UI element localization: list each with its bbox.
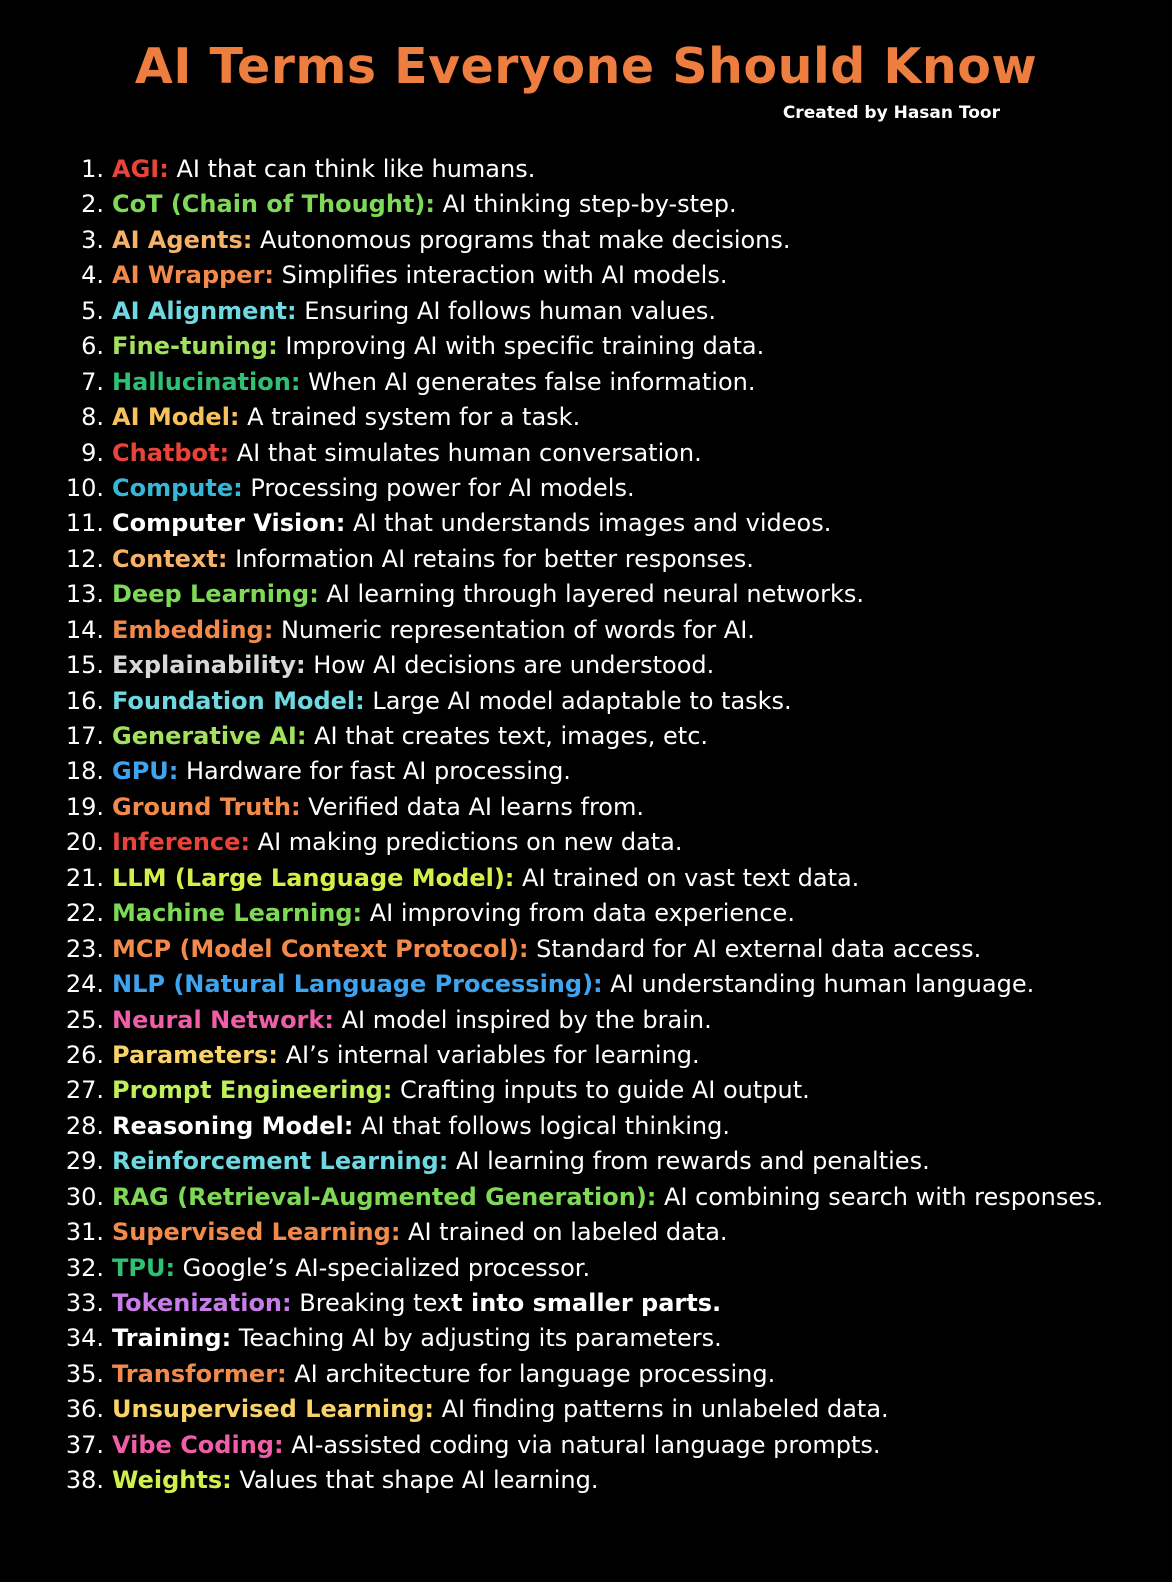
term-item: [0, 258, 1172, 293]
term-item: [0, 1180, 1172, 1215]
term-number: 13.: [65, 580, 104, 609]
author-credit: Created by Hasan Toor: [782, 103, 1000, 123]
term-name: Tokenization:: [112, 1289, 292, 1317]
term-definition: How AI decisions are understood.: [305, 651, 715, 680]
term-number: 31.: [65, 1218, 104, 1247]
term-item: [0, 1428, 1172, 1463]
term-name: Generative AI:: [112, 722, 307, 750]
term-item: [0, 329, 1172, 364]
term-item: [0, 1038, 1172, 1073]
term-item: [0, 1321, 1172, 1356]
term-number: 35.: [65, 1359, 104, 1388]
term-name: NLP (Natural Language Processing):: [112, 970, 603, 999]
term-number: 37.: [65, 1430, 104, 1459]
term-item: [0, 1109, 1172, 1144]
term-definition: Simplifies interaction with AI models.: [274, 261, 728, 290]
term-number: 4.: [81, 261, 104, 290]
term-name: Embedding:: [112, 615, 274, 644]
term-definition: AI improving from data experience.: [362, 899, 795, 928]
term-definition: Values that shape AI learning.: [231, 1466, 599, 1495]
term-item: [0, 1144, 1172, 1179]
term-name: AI Wrapper:: [112, 261, 275, 290]
term-name: RAG (Retrieval-Augmented Generation):: [112, 1182, 657, 1211]
term-definition: AI’s internal variables for learning.: [277, 1040, 700, 1069]
term-definition: AI that can think like humans.: [168, 155, 536, 183]
term-definition: AI-assisted coding via natural language prompts.: [283, 1430, 881, 1459]
term-number: 7.: [81, 367, 104, 396]
term-item: [0, 1251, 1172, 1286]
term-name: MCP (Model Context Protocol):: [112, 934, 529, 963]
term-definition: AI combining search with responses.: [656, 1182, 1104, 1211]
term-item: [0, 542, 1172, 577]
term-definition: Autonomous programs that make decisions.: [252, 225, 791, 254]
term-item: [0, 932, 1172, 967]
term-definition: AI that understands images and videos.: [345, 509, 832, 538]
term-definition: Standard for AI external data access.: [528, 934, 982, 963]
term-name: Hallucination:: [112, 367, 301, 396]
term-item: [0, 754, 1172, 789]
term-number: 33.: [65, 1289, 104, 1317]
term-definition: Crafting inputs to guide AI output.: [392, 1076, 810, 1105]
term-item: [0, 365, 1172, 400]
term-name: Foundation Model:: [112, 686, 365, 715]
term-name: Deep Learning:: [112, 580, 319, 609]
term-name: GPU:: [112, 757, 179, 786]
term-item: [0, 436, 1172, 471]
term-number: 29.: [65, 1147, 104, 1176]
term-item: [0, 471, 1172, 506]
term-definition: Ensuring AI follows human values.: [296, 296, 716, 325]
term-item: [0, 896, 1172, 931]
term-name: AI Alignment:: [112, 296, 297, 325]
term-number: 18.: [65, 757, 104, 786]
term-item: [0, 648, 1172, 683]
term-item: [0, 1286, 1172, 1321]
term-definition: When AI generates false information.: [300, 367, 756, 396]
term-number: 8.: [81, 403, 104, 432]
term-number: 12.: [65, 544, 104, 573]
term-item: [0, 1003, 1172, 1038]
term-item: [0, 294, 1172, 329]
term-name: TPU:: [112, 1253, 176, 1282]
term-number: 38.: [65, 1466, 104, 1495]
term-number: 2.: [81, 190, 104, 219]
term-definition: AI finding patterns in unlabeled data.: [433, 1395, 889, 1424]
term-definition: AI learning from rewards and penalties.: [448, 1147, 930, 1176]
term-item: [0, 152, 1172, 187]
term-item: [0, 187, 1172, 222]
term-definition: AI architecture for language processing.: [286, 1359, 776, 1388]
term-number: 26.: [65, 1040, 104, 1069]
term-number: 27.: [65, 1076, 104, 1105]
term-number: 9.: [81, 438, 104, 467]
term-number: 3.: [81, 225, 104, 254]
term-name: AI Model:: [112, 403, 240, 432]
term-item: [0, 1357, 1172, 1392]
term-number: 22.: [65, 899, 104, 928]
term-number: 16.: [65, 686, 104, 715]
term-name: Computer Vision:: [112, 509, 346, 538]
term-definition: Teaching AI by adjusting its parameters.: [231, 1324, 722, 1353]
term-number: 14.: [65, 615, 104, 644]
term-definition: AI that simulates human conversation.: [229, 438, 702, 467]
term-name: Neural Network:: [112, 1005, 334, 1034]
term-number: 23.: [65, 934, 104, 963]
term-definition: Large AI model adaptable to tasks.: [364, 686, 792, 715]
term-name: LLM (Large Language Model):: [112, 863, 515, 892]
term-name: AGI:: [112, 155, 169, 183]
term-number: 28.: [65, 1111, 104, 1140]
term-name: Chatbot:: [112, 438, 230, 467]
term-name: Ground Truth:: [112, 792, 301, 821]
term-name: Reinforcement Learning:: [112, 1147, 449, 1176]
term-item: [0, 719, 1172, 754]
term-name: Weights:: [112, 1466, 232, 1495]
term-item: [0, 1215, 1172, 1250]
term-item: [0, 1073, 1172, 1108]
term-item: [0, 577, 1172, 612]
term-name: CoT (Chain of Thought):: [112, 190, 435, 219]
page-title: AI Terms Everyone Should Know: [134, 38, 1038, 95]
term-definition: AI making predictions on new data.: [250, 828, 683, 857]
term-name: Parameters:: [112, 1040, 278, 1069]
term-number: 15.: [65, 651, 104, 680]
term-item: [0, 1392, 1172, 1427]
term-number: 1.: [81, 155, 104, 183]
terms-list: [0, 152, 1172, 1499]
term-name: Training:: [112, 1324, 232, 1353]
term-item: [0, 825, 1172, 860]
term-definition: AI thinking step-by-step.: [434, 190, 737, 219]
term-number: 25.: [65, 1005, 104, 1034]
term-number: 30.: [65, 1182, 104, 1211]
term-name: Transformer:: [112, 1359, 287, 1388]
term-name: Unsupervised Learning:: [112, 1395, 434, 1424]
term-item: [0, 506, 1172, 541]
term-name: Prompt Engineering:: [112, 1076, 393, 1105]
term-name: Fine-tuning:: [112, 332, 278, 361]
term-number: 36.: [65, 1395, 104, 1424]
term-item: [0, 223, 1172, 258]
term-definition: Google’s AI-specialized processor.: [175, 1253, 591, 1282]
term-item: [0, 967, 1172, 1002]
term-item: [0, 613, 1172, 648]
term-number: 10.: [65, 473, 104, 502]
term-definition: Information AI retains for better responses.: [227, 544, 754, 573]
term-name: AI Agents:: [112, 225, 253, 254]
term-item: [0, 790, 1172, 825]
term-name: Reasoning Model:: [112, 1111, 354, 1140]
term-definition: Verified data AI learns from.: [300, 792, 644, 821]
term-definition: Improving AI with specific training data.: [277, 332, 765, 361]
term-number: 17.: [65, 722, 104, 750]
term-definition: AI trained on labeled data.: [400, 1218, 728, 1247]
term-definition: AI trained on vast text data.: [514, 863, 860, 892]
term-name: Context:: [112, 544, 228, 573]
term-item: [0, 684, 1172, 719]
term-definition-bold: t into smaller parts.: [451, 1289, 722, 1317]
term-number: 34.: [65, 1324, 104, 1353]
term-number: 6.: [81, 332, 104, 361]
term-number: 24.: [65, 970, 104, 999]
term-definition: AI learning through layered neural networks.: [318, 580, 864, 609]
term-number: 32.: [65, 1253, 104, 1282]
term-definition: AI that follows logical thinking.: [353, 1111, 730, 1140]
term-number: 5.: [81, 296, 104, 325]
term-definition: Breaking tex: [291, 1289, 452, 1317]
term-name: Compute:: [112, 473, 243, 502]
term-definition: A trained system for a task.: [239, 403, 581, 432]
term-number: 19.: [65, 792, 104, 821]
term-name: Machine Learning:: [112, 899, 363, 928]
term-number: 11.: [65, 509, 104, 538]
header: [0, 38, 1172, 97]
term-definition: Numeric representation of words for AI.: [273, 615, 755, 644]
term-definition: AI understanding human language.: [602, 970, 1035, 999]
term-number: 20.: [65, 828, 104, 857]
term-definition: AI that creates text, images, etc.: [306, 722, 709, 750]
term-item: [0, 400, 1172, 435]
term-number: 21.: [65, 863, 104, 892]
term-name: Explainability:: [112, 651, 306, 680]
term-name: Vibe Coding:: [112, 1430, 284, 1459]
term-item: [0, 1463, 1172, 1498]
term-definition: Hardware for fast AI processing.: [178, 757, 571, 786]
term-definition: AI model inspired by the brain.: [333, 1005, 712, 1034]
term-name: Inference:: [112, 828, 251, 857]
term-definition: Processing power for AI models.: [242, 473, 635, 502]
term-name: Supervised Learning:: [112, 1218, 401, 1247]
term-item: [0, 861, 1172, 896]
